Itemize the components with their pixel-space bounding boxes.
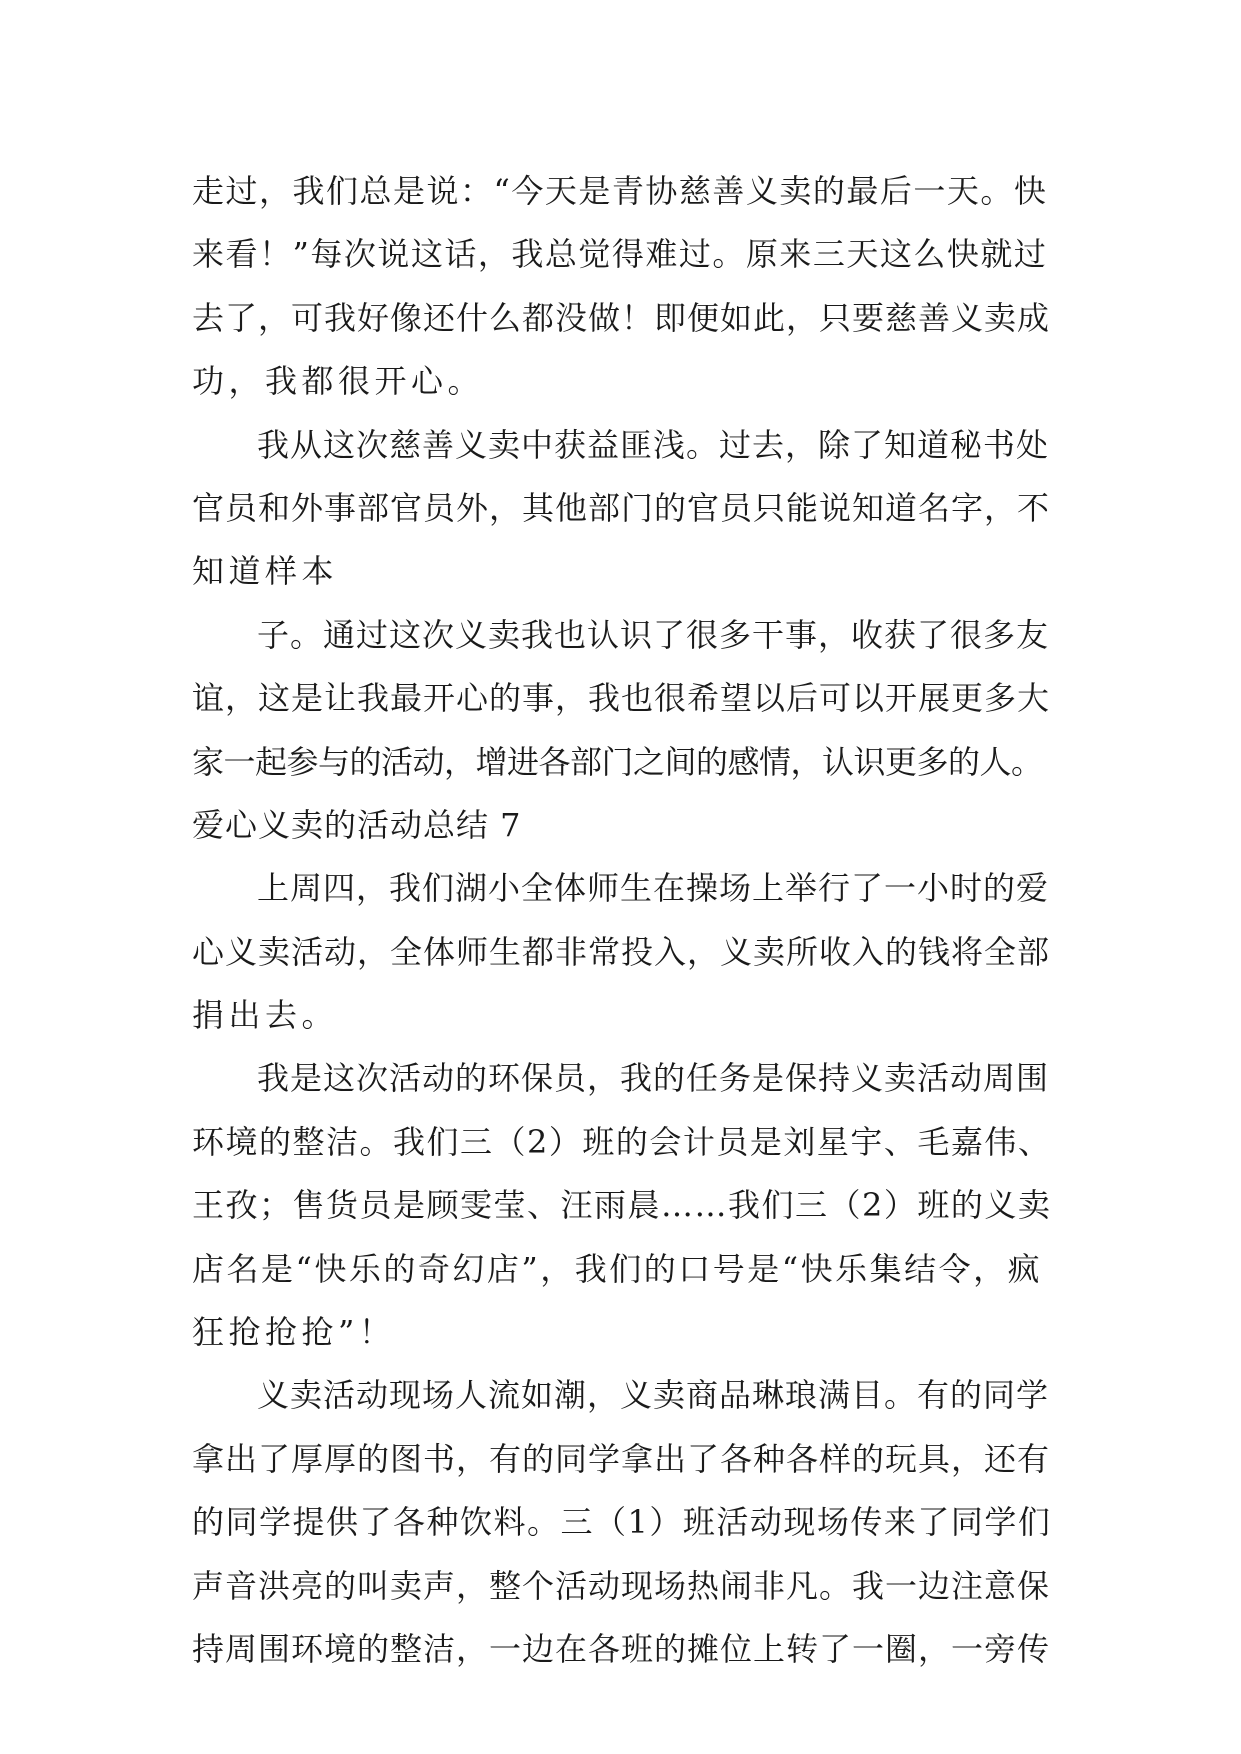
text-line: 拿出了厚厚的图书，有的同学拿出了各种各样的玩具，还有 bbox=[192, 1439, 1051, 1478]
text-line: 去了，可我好像还什么都没做！即便如此，只要慈善义卖成 bbox=[192, 298, 1051, 337]
text-line: 功，我都很开心。 bbox=[192, 362, 485, 401]
text-line: 走过，我们总是说：“今天是青协慈善义卖的最后一天。快 bbox=[192, 172, 1048, 210]
text-line: 官员和外事部官员外，其他部门的官员只能说知道名字，不 bbox=[192, 488, 1051, 527]
text-line: 义卖活动现场人流如潮，义卖商品琳琅满目。有的同学 bbox=[257, 1376, 1050, 1415]
text-line: 谊，这是让我最开心的事，我也很希望以后可以开展更多大 bbox=[192, 679, 1051, 718]
text-line: 声音洪亮的叫卖声，整个活动现场热闹非凡。我一边注意保 bbox=[192, 1566, 1051, 1605]
text-line: 来看！”每次说这话，我总觉得难过。原来三天这么快就过 bbox=[192, 235, 1048, 274]
text-line: 王孜；售货员是顾雯莹、汪雨晨……我们三（2）班的义卖 bbox=[192, 1186, 1052, 1225]
text-line: 知道样本 bbox=[192, 552, 339, 591]
text-line: 家一起参与的活动，增进各部门之间的感情，认识更多的人。 bbox=[192, 742, 1043, 781]
text-line: 心义卖活动，全体师生都非常投入，义卖所收入的钱将全部 bbox=[192, 932, 1051, 971]
text-line: 的同学提供了各种饮料。三（1）班活动现场传来了同学们 bbox=[192, 1503, 1052, 1542]
text-line: 捐出去。 bbox=[192, 996, 339, 1035]
text-line: 子。通过这次义卖我也认识了很多干事，收获了很多友 bbox=[257, 615, 1050, 654]
text-line: 我是这次活动的环保员，我的任务是保持义卖活动周围 bbox=[257, 1059, 1050, 1098]
text-line: 上周四，我们湖小全体师生在操场上举行了一小时的爱 bbox=[257, 869, 1050, 908]
text-line: 持周围环境的整洁，一边在各班的摊位上转了一圈，一旁传 bbox=[192, 1629, 1051, 1668]
text-line: 店名是“快乐的奇幻店”，我们的口号是“快乐集结令，疯 bbox=[192, 1249, 1043, 1288]
document-page bbox=[192, 160, 1054, 1681]
text-line: 我从这次慈善义卖中获益匪浅。过去，除了知道秘书处 bbox=[257, 425, 1050, 464]
text-line: 环境的整洁。我们三（2）班的会计员是刘星宇、毛嘉伟、 bbox=[192, 1122, 1052, 1161]
section-heading: 爱心义卖的活动总结 7 bbox=[192, 805, 522, 844]
text-line: 狂抢抢抢”！ bbox=[192, 1313, 396, 1352]
